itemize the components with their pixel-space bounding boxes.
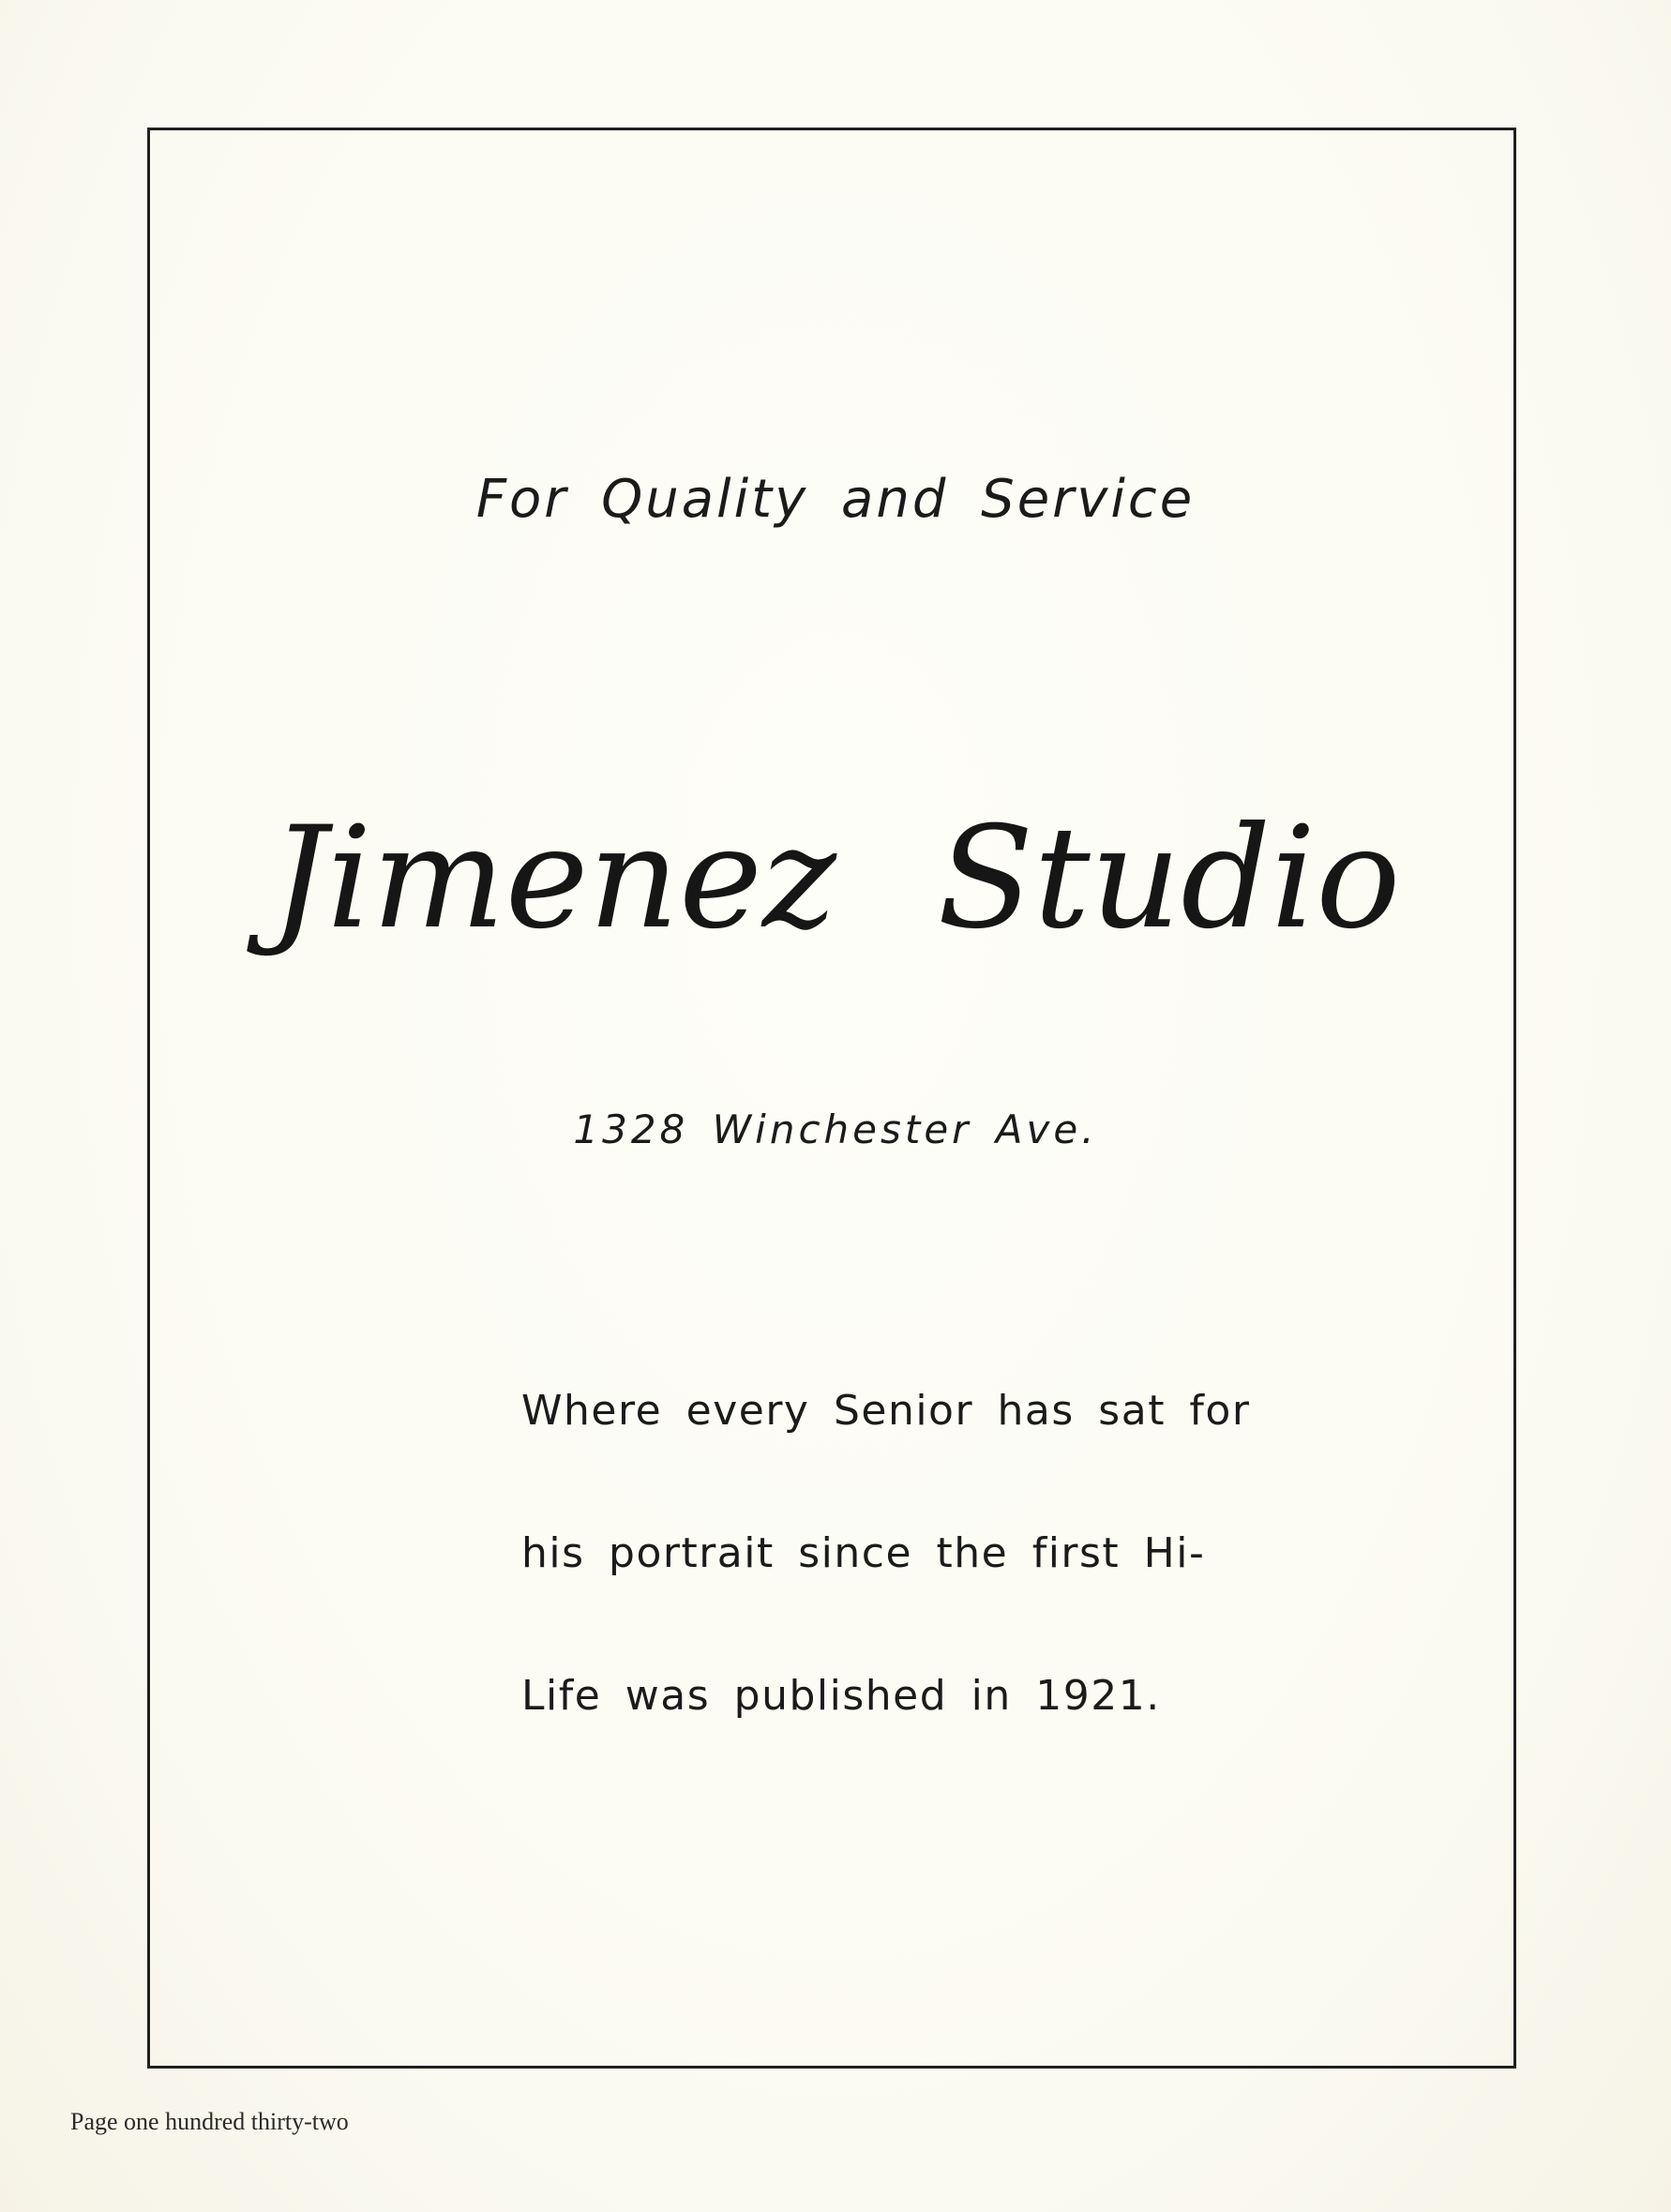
studio-address: 1328 Winchester Ave.	[573, 1106, 1098, 1152]
blurb-line: his portrait since the first Hi-	[521, 1529, 1206, 1577]
ad-blurb	[521, 1387, 1251, 1815]
ad-slogan: For Quality and Service	[475, 469, 1196, 530]
page-number: Page one hundred thirty-two	[70, 2108, 349, 2135]
blurb-line: Where every Senior has sat for	[521, 1387, 1251, 1435]
blurb-line: Life was published in 1921.	[521, 1672, 1161, 1720]
studio-name: Jimenez Studio	[270, 797, 1401, 960]
